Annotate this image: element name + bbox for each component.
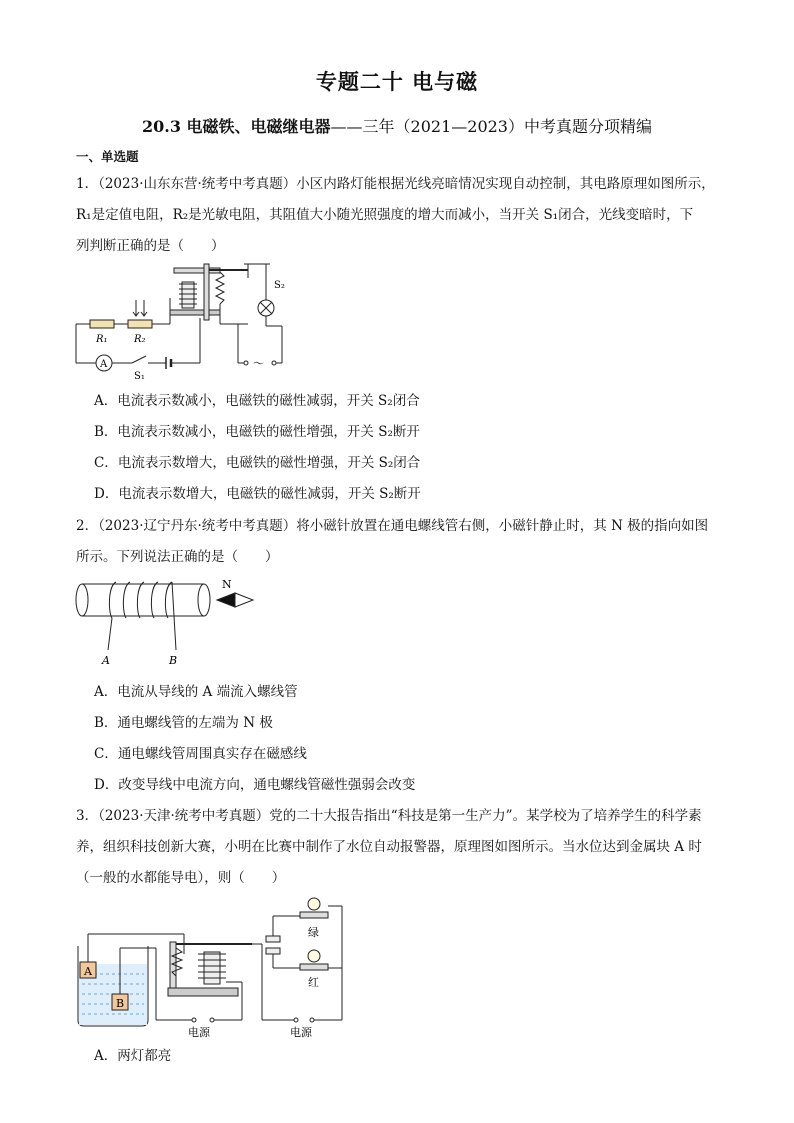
q1-line2: R₁是定值电阻，R₂是光敏电阻，其阻值大小随光照强度的增大而减小，当开关 S₁闭合，光线变暗时，下 (76, 207, 694, 223)
s2-label: S₂ (274, 280, 285, 291)
subtitle-bold: 20.3 电磁铁、电磁继电器 (142, 117, 331, 136)
q2-option-d: D．改变导线中电流方向，通电螺线管磁性强弱会改变 (94, 777, 416, 793)
s1-label: S₁ (134, 371, 145, 382)
q2-solenoid-diagram (72, 572, 262, 670)
q3-line3: （一般的水都能导电），则（ ） (76, 870, 286, 886)
q3-line1: 3．（2023·天津·统考中考真题）党的二十大报告指出“科技是第一生产力”。某学校为了培养学生的科学素 (76, 808, 702, 824)
power-1-label: 电源 (188, 1026, 210, 1039)
red-lamp-label: 红 (308, 976, 319, 989)
r1-label: R₁ (96, 334, 108, 345)
q1-line1: 1．（2023·山东东营·统考中考真题）小区内路灯能根据光线亮暗情况实现自动控制，其电路原理如图所示， (76, 176, 715, 192)
q1-option-d: D．电流表示数增大，电磁铁的磁性减弱，开关 S₂断开 (94, 486, 421, 502)
green-lamp-label: 绿 (308, 926, 319, 939)
ac-label: ～ (253, 357, 264, 370)
q1-option-a: A．电流表示数减小，电磁铁的磁性减弱，开关 S₂闭合 (94, 393, 420, 409)
q2-line1: 2．（2023·辽宁丹东·统考中考真题）将小磁针放置在通电螺线管右侧，小磁针静止时，其 N 极的指向如图 (76, 518, 709, 534)
q3-option-a: A．两灯都亮 (94, 1048, 172, 1064)
q2-option-c: C．通电螺线管周围真实存在磁感线 (94, 746, 307, 762)
q3-line2: 养，组织科技创新大赛，小明在比赛中制作了水位自动报警器，原理图如图所示。当水位达到金属块 A 时 (76, 839, 702, 855)
r2-label: R₂ (134, 334, 146, 345)
b-label: B (169, 654, 178, 667)
q2-option-b: B．通电螺线管的左端为 N 极 (94, 715, 273, 731)
power-2-label: 电源 (290, 1026, 312, 1039)
block-b-label: B (116, 997, 125, 1010)
doc-subtitle (0, 114, 794, 137)
subtitle-rest: ——三年（2021—2023）中考真题分项精编 (330, 117, 652, 136)
q2-line2: 所示。下列说法正确的是（ ） (76, 549, 279, 565)
a-label: A (102, 654, 110, 667)
n-label: N (222, 578, 232, 591)
block-a-label: A (84, 965, 92, 978)
q1-option-c: C．电流表示数增大，电磁铁的磁性增强，开关 S₂闭合 (94, 455, 421, 471)
section-heading: 一、单选题 (76, 149, 139, 164)
ammeter-label: A (100, 359, 108, 370)
q3-alarm-diagram (72, 890, 362, 1042)
q1-circuit-diagram (70, 258, 300, 383)
q1-option-b: B．电流表示数减小，电磁铁的磁性增强，开关 S₂断开 (94, 424, 420, 440)
q2-option-a: A．电流从导线的 A 端流入螺线管 (94, 684, 298, 700)
doc-title: 专题二十 电与磁 (315, 69, 479, 94)
q1-line3: 列判断正确的是（ ） (76, 238, 225, 254)
